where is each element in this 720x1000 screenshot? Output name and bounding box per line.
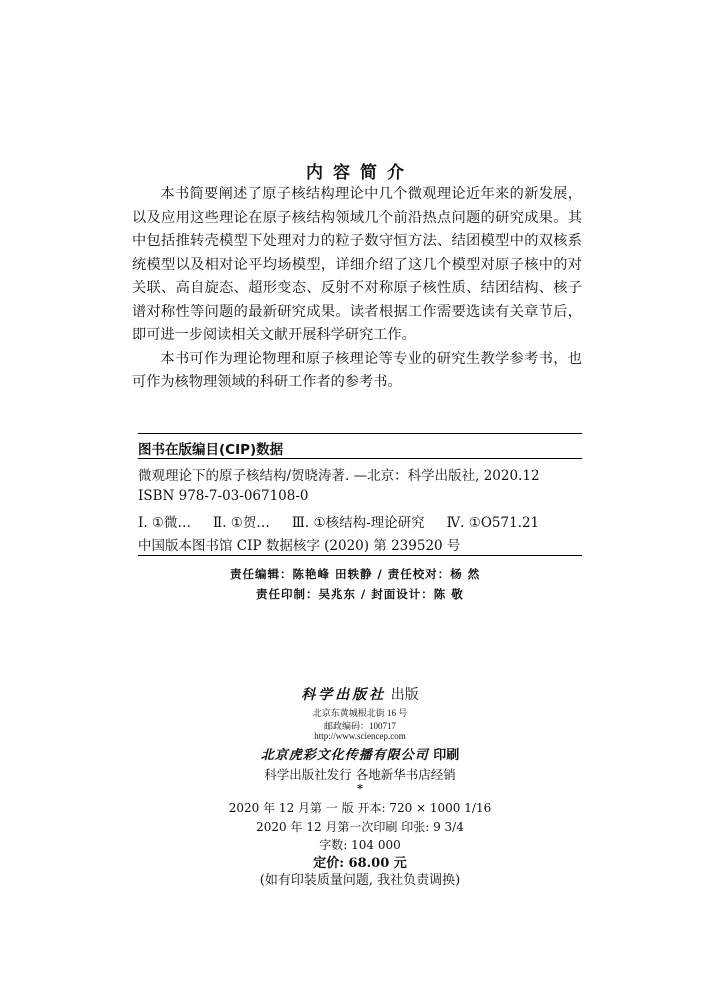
price: 定价: 68.00 元 xyxy=(313,856,407,871)
cip-class-1: Ⅰ. ①微… xyxy=(138,515,192,531)
edition-line-2: 2020 年 12 月第一次印刷 印张: 9 3/4 xyxy=(256,820,464,834)
quality-note: (如有印装质量问题, 我社负责调换) xyxy=(259,873,461,888)
separator-star: * xyxy=(357,782,363,795)
cip-classification xyxy=(138,511,539,531)
word-count: 字数: 104 000 xyxy=(319,838,401,852)
publisher-line xyxy=(0,684,720,704)
printer-name: 北京虎彩文化传播有限公司 xyxy=(260,748,429,763)
intro-paragraph-2: 本书可作为理论物理和原子核理论等专业的研究生教学参考书，也可作为核物理领域的科研工作者的参考书。 xyxy=(132,350,582,390)
staff-editors: 责任编辑：陈艳峰 田轶静 / 责任校对：杨 然 xyxy=(230,567,481,581)
cip-bottom-rule xyxy=(138,555,582,556)
publisher-address: 北京东黄城根北街 16 号 xyxy=(312,708,408,718)
edition-line-1: 2020 年 12 月第 一 版 开本: 720 × 1000 1/16 xyxy=(228,801,492,815)
cip-class-4: Ⅳ. ①O571.21 xyxy=(446,515,540,531)
cip-heading: 图书在版编目(CIP)数据 xyxy=(138,442,284,458)
intro-paragraph-1: 本书简要阐述了原子核结构理论中几个微观理论近年来的新发展，以及应用这些理论在原子核结构领域几个前沿热点问题的研究成果。其中包括推转壳模型下处理对力的粒子数守恒方法、结团模型中的双核系统模型以及相对论平均场模型，详细介绍了这几个模型对原子核中的对关联、高自旋态、超形变态、反射不对称原子核性质、结团结构、核子谱对称性等问题的最新研究成果。读者根据工作需要选读有关章节后，即可进一步阅读相关文献开展科学研究工作。 xyxy=(132,186,582,343)
cip-record: 微观理论下的原子核结构/贺晓涛著. —北京：科学出版社, 2020.12 xyxy=(138,468,540,484)
publisher-suffix: 出版 xyxy=(386,687,419,703)
intro-title: 内容简介 xyxy=(306,163,414,183)
cip-class-3: Ⅲ. ①核结构-理论研究 xyxy=(291,515,425,531)
cip-top-rule xyxy=(138,433,582,434)
cip-number: 中国版本图书馆 CIP 数据核字 (2020) 第 239520 号 xyxy=(138,538,461,554)
printer-line xyxy=(0,744,720,763)
cip-heading-rule xyxy=(138,458,582,459)
publisher-postcode: 邮政编码：100717 xyxy=(323,721,396,731)
distributor-line: 科学出版社发行 各地新华书店经销 xyxy=(264,767,456,782)
staff-production: 责任印制：吴兆东 / 封面设计：陈 敬 xyxy=(256,587,464,601)
printer-suffix: 印刷 xyxy=(428,748,460,763)
cip-isbn: ISBN 978-7-03-067108-0 xyxy=(138,488,309,504)
publisher-name: 科学出版社 xyxy=(301,687,387,703)
intro-text xyxy=(132,183,582,395)
cip-class-2: Ⅱ. ①贺… xyxy=(213,515,270,531)
publisher-website: http://www.sciencep.com xyxy=(314,731,406,741)
